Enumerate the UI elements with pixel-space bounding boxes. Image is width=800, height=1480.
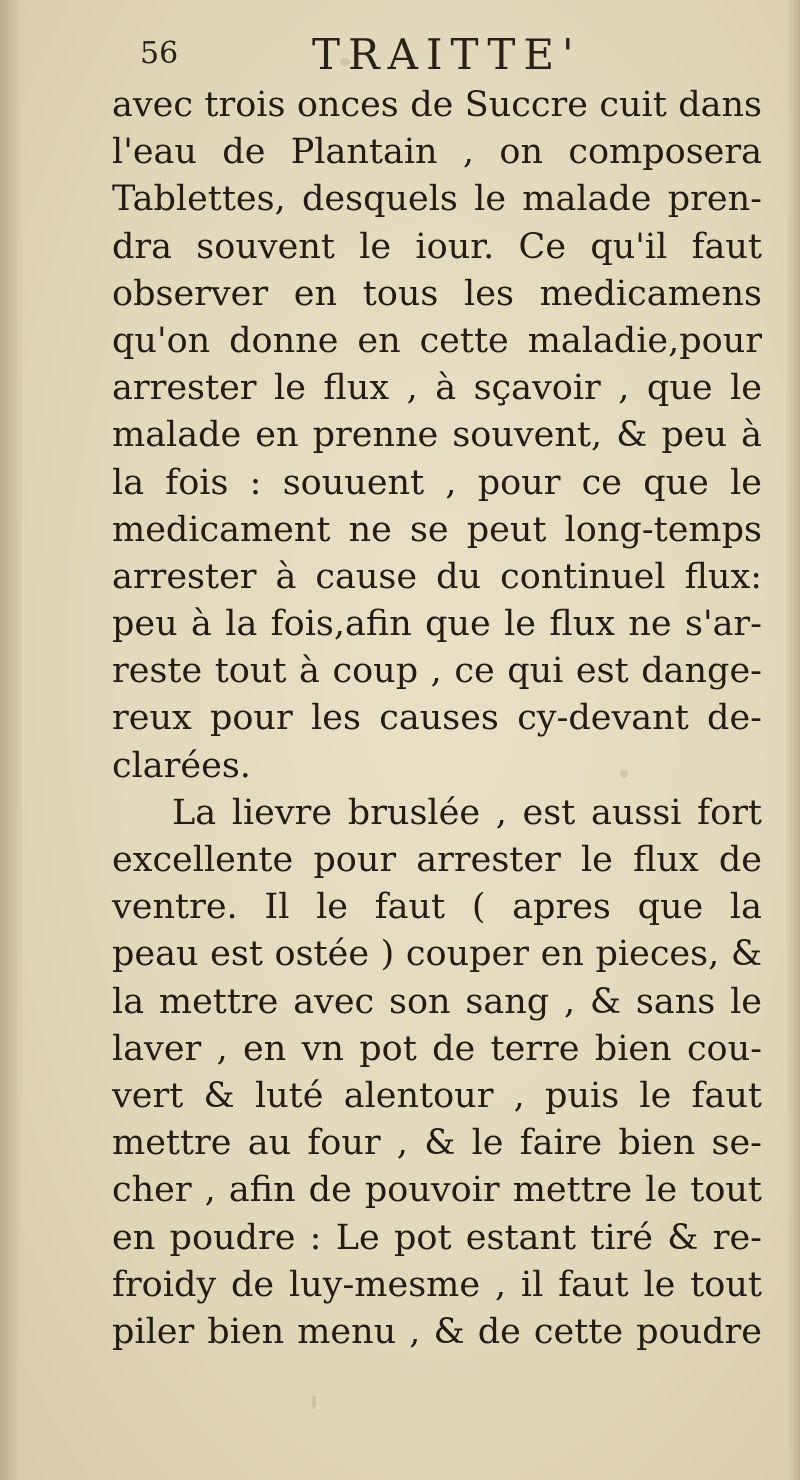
text-line: en poudre : Le pot estant tiré & re- (112, 1217, 762, 1258)
text-line: peau est ostée ) couper en pieces, & (112, 934, 762, 975)
page-right-edge (786, 0, 800, 1480)
text-line: cher , afin de pouvoir mettre le tout (112, 1170, 762, 1211)
text-line: piler bien menu , & de cette poudre (112, 1311, 762, 1352)
text-line: l'eau de Plantain , on composera (112, 132, 762, 173)
paragraph-2 (112, 790, 762, 1356)
text-line: excellente pour arrester le flux de (112, 840, 762, 880)
text-line: clarées. (112, 745, 251, 786)
text-line: medicament ne se peut long-temps (112, 509, 762, 550)
text-line: reste tout à coup , ce qui est dange- (112, 651, 762, 692)
text-line: mettre au four , & le faire bien se- (112, 1123, 762, 1164)
page-number: 56 (140, 36, 179, 71)
text-line: vert & luté alentour , puis le faut (112, 1075, 762, 1116)
text-line: peu à la fois,afin que le flux ne s'ar- (112, 604, 762, 645)
page-left-edge (0, 0, 22, 1480)
text-line: laver , en vn pot de terre bien cou- (112, 1028, 762, 1069)
text-line: observer en tous les medicamens (112, 273, 762, 314)
text-line: ventre. Il le faut ( apres que la (112, 887, 762, 928)
text-line: arrester le flux , à sçavoir , que le (112, 368, 762, 409)
text-line: malade en prenne souvent, & peu à (112, 415, 762, 456)
text-line: La lievre bruslée , est aussi fort (172, 792, 762, 833)
page-header (140, 30, 660, 90)
text-line: qu'on donne en cette maladie,pour (112, 320, 762, 361)
text-line: dra souvent le iour. Ce qu'il faut (112, 226, 762, 267)
text-line: Tablettes, desquels le malade pren- (112, 179, 762, 220)
text-line: reux pour les causes cy-devant de- (112, 698, 762, 739)
body-text (112, 82, 762, 1356)
paper-stain (312, 1395, 316, 1409)
text-line: froidy de luy-mesme , il faut le tout (112, 1264, 762, 1305)
text-line: avec trois onces de Succre cuit dans (112, 85, 762, 125)
running-title: TRAITTE' (312, 30, 582, 79)
paragraph-1 (112, 82, 762, 790)
text-line: la fois : souuent , pour ce que le (112, 462, 762, 503)
text-line: arrester à cause du continuel flux: (112, 556, 762, 597)
text-line: la mettre avec son sang , & sans le (112, 981, 762, 1022)
